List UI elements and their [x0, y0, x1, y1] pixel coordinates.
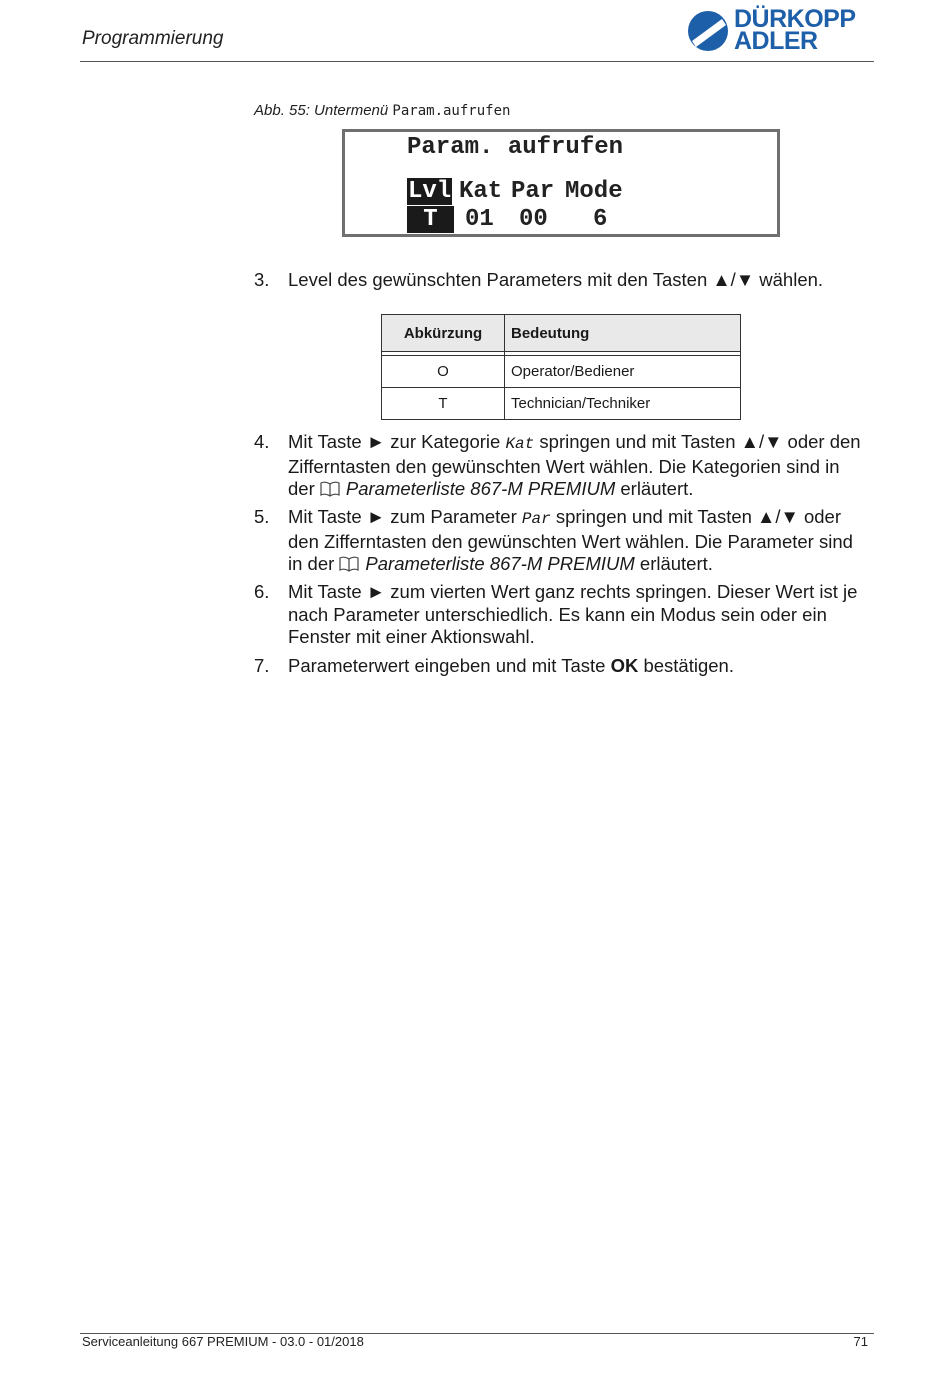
- step-text: Level des gewünschten Parameters mit den Tasten ▲/▼ wählen.: [288, 269, 824, 290]
- step-number: 3.: [254, 269, 270, 290]
- step-text-part: bestätigen.: [638, 655, 734, 676]
- step-text-part: Parameterwert eingeben und mit Taste: [288, 655, 611, 676]
- step-text-part: erläutert.: [615, 478, 694, 499]
- level-abbreviation-table: [381, 314, 741, 420]
- step-number: 5.: [254, 506, 270, 527]
- table-row: [382, 388, 741, 420]
- brand-line-1: DÜRKOPP: [734, 5, 856, 33]
- document-reference: Parameterliste 867-M PREMIUM: [345, 478, 616, 499]
- table-cell-abbreviation: O: [382, 356, 505, 388]
- figure-caption: [254, 102, 510, 119]
- table-cell-meaning: Technician/Techniker: [505, 388, 741, 420]
- display-col-kat: Kat: [459, 178, 503, 205]
- caption-prefix: Abb. 55: Untermenü: [254, 102, 393, 119]
- table-header-meaning: Bedeutung: [505, 315, 741, 352]
- book-icon: [320, 481, 340, 497]
- display-val-par: 00: [519, 206, 548, 233]
- document-reference: Parameterliste 867-M PREMIUM: [365, 553, 635, 574]
- table-header-row: [382, 315, 741, 352]
- parameter-code: Par: [521, 510, 551, 528]
- table-row: [382, 356, 741, 388]
- brand-logo: [686, 5, 871, 55]
- display-screen: [342, 129, 780, 237]
- step-text: [288, 655, 868, 678]
- display-col-mode: Mode: [565, 178, 623, 205]
- category-code: Kat: [505, 435, 535, 453]
- book-icon: [339, 556, 359, 572]
- step-text-part: erläutert.: [634, 553, 713, 574]
- footer-document-info: Serviceanleitung 667 PREMIUM - 03.0 - 01/2018: [82, 1334, 364, 1349]
- table-cell-meaning: Operator/Bediener: [505, 356, 741, 388]
- brand-line-2: ADLER: [734, 27, 818, 55]
- step-text-part: springen und mit Tasten ▲/▼ oder den Zifferntasten den gewünschten Wert wählen. Die Kategorien sind in der: [288, 431, 861, 499]
- display-val-lvl: T: [407, 206, 454, 233]
- display-col-lvl: Lvl: [408, 178, 452, 205]
- brand-name: [734, 5, 856, 55]
- ok-key-label: OK: [610, 655, 639, 676]
- table-header-abbreviation: Abkürzung: [382, 315, 505, 352]
- caption-code: Param.aufrufen: [392, 103, 511, 119]
- table-cell-abbreviation: T: [382, 388, 505, 420]
- step-text: Mit Taste ► zum vierten Wert ganz rechts springen. Dieser Wert ist je nach Parameter unterschiedlich. Es kann ein Modus sein oder ein Fenster mit einer Aktionswahl.: [288, 581, 858, 647]
- header-divider: [80, 61, 874, 62]
- step-number: 4.: [254, 431, 270, 452]
- step-text-part: Mit Taste ► zur Kategorie: [288, 431, 506, 452]
- display-val-mode: 6: [593, 206, 608, 233]
- display-val-kat: 01: [465, 206, 494, 233]
- section-title: Programmierung: [82, 28, 224, 49]
- step-number: 7.: [254, 655, 270, 676]
- page-number: 71: [853, 1334, 868, 1349]
- step-text: [288, 506, 868, 576]
- duerkopp-adler-logo-icon: [686, 10, 730, 52]
- step-text: [288, 431, 868, 501]
- display-col-par: Par: [511, 178, 555, 205]
- step-text-part: Mit Taste ► zum Parameter: [288, 506, 522, 527]
- step-number: 6.: [254, 581, 270, 602]
- step-text-part: springen und mit Tasten ▲/▼ oder den Zifferntasten den gewünschten Wert wählen. Die Parameter sind in der: [288, 506, 853, 574]
- display-title: Param. aufrufen: [407, 134, 624, 161]
